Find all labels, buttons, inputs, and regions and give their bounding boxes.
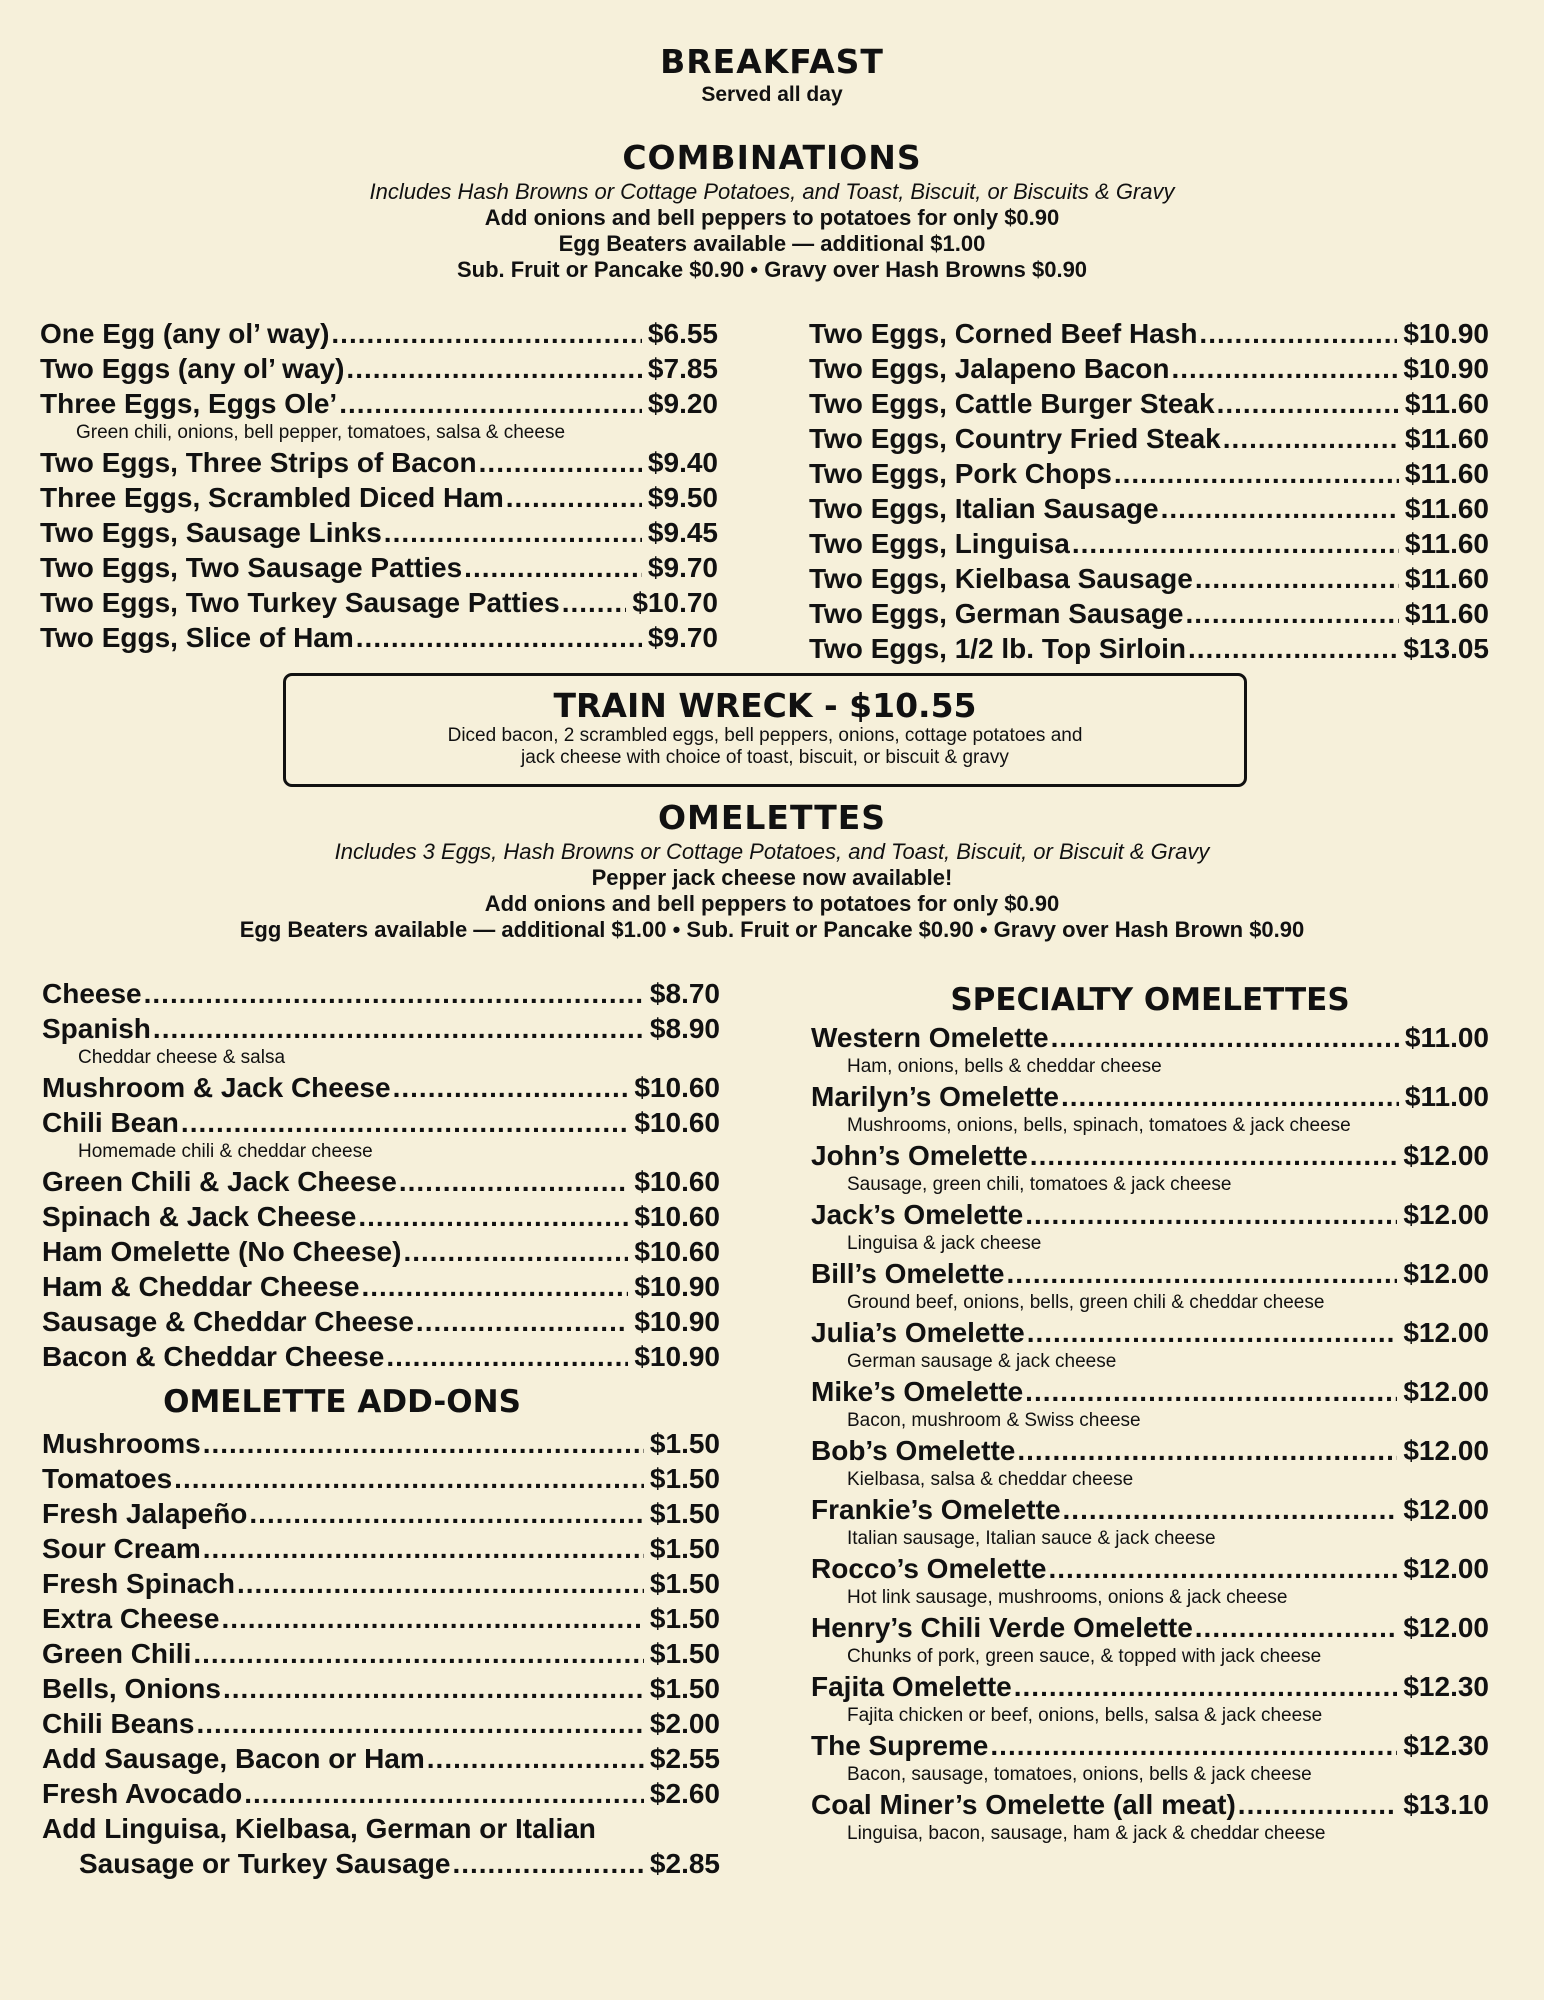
item-name: Mushrooms [42, 1428, 201, 1459]
menu-item [42, 1011, 720, 1046]
item-name: Two Eggs, Two Turkey Sausage Patties [40, 587, 560, 618]
item-price: $9.50 [647, 482, 718, 513]
item-name: Fresh Jalapeño [42, 1498, 248, 1529]
item-name: Two Eggs, Italian Sausage [809, 493, 1159, 524]
item-price: $6.55 [647, 318, 718, 349]
omelettes-list [42, 976, 720, 1881]
menu-item [42, 1070, 720, 1105]
menu-item [40, 550, 718, 585]
menu-item [809, 316, 1489, 351]
item-name: Add Linguisa, Kielbasa, German or Italian [42, 1813, 596, 1844]
combinations-left-list [40, 316, 718, 655]
menu-item [42, 1601, 720, 1636]
addons-heading: OMELETTE ADD-ONS [163, 1384, 521, 1420]
menu-item [809, 386, 1489, 421]
item-name: Chili Beans [42, 1708, 195, 1739]
item-price: $12.00 [1403, 1140, 1489, 1171]
item-price: $8.90 [649, 1013, 720, 1044]
item-name: Cheese [42, 978, 142, 1009]
menu-item [42, 1636, 720, 1671]
item-price: $1.50 [649, 1638, 720, 1669]
item-price: $9.70 [647, 622, 718, 653]
menu-item [811, 1492, 1489, 1527]
item-name: Bacon & Cheddar Cheese [42, 1341, 385, 1372]
item-name: Two Eggs, Corned Beef Hash [809, 318, 1198, 349]
menu-item [42, 1566, 720, 1601]
item-name: Fresh Avocado [42, 1778, 243, 1809]
item-price: $1.50 [649, 1428, 720, 1459]
item-price: $1.50 [649, 1568, 720, 1599]
item-price: $13.05 [1403, 633, 1489, 664]
menu-item [811, 1374, 1489, 1409]
item-price: $11.00 [1404, 1081, 1489, 1112]
menu-item [42, 1234, 720, 1269]
menu-item [42, 1846, 720, 1881]
combinations-note: Egg Beaters available — additional $1.00 [558, 231, 986, 256]
item-name: The Supreme [811, 1730, 989, 1761]
item-description: Homemade chili & cheddar cheese [78, 1141, 373, 1162]
item-price: $8.70 [649, 978, 720, 1009]
menu-item [809, 561, 1489, 596]
item-name: Green Chili & Jack Cheese [42, 1166, 397, 1197]
item-description: Cheddar cheese & salsa [78, 1047, 286, 1068]
item-name: One Egg (any ol’ way) [40, 318, 330, 349]
item-description: Hot link sausage, mushrooms, onions & jack cheese [847, 1587, 1288, 1608]
item-name: Two Eggs (any ol’ way) [40, 353, 345, 384]
menu-item [811, 1787, 1489, 1822]
item-price: $12.00 [1403, 1258, 1489, 1289]
menu-item [811, 1433, 1489, 1468]
item-description: Chunks of pork, green sauce, & topped with jack cheese [847, 1646, 1322, 1667]
menu-item [40, 480, 718, 515]
item-price: $11.60 [1404, 598, 1489, 629]
item-name: Three Eggs, Eggs Ole’ [40, 388, 338, 419]
item-name: Two Eggs, Sausage Links [40, 517, 382, 548]
item-price: $10.60 [634, 1236, 720, 1267]
item-price: $1.50 [649, 1673, 720, 1704]
menu-item [42, 1776, 720, 1811]
omelettes-header [0, 798, 1544, 943]
item-price: $1.50 [649, 1533, 720, 1564]
menu-item [42, 1304, 720, 1339]
item-name: Spanish [42, 1013, 151, 1044]
menu-item [811, 1020, 1489, 1055]
menu-item [40, 620, 718, 655]
item-price: $10.90 [1403, 353, 1489, 384]
item-name: Two Eggs, German Sausage [809, 598, 1184, 629]
item-price: $11.60 [1404, 388, 1489, 419]
item-description: Linguisa & jack cheese [847, 1233, 1042, 1254]
item-name: Fresh Spinach [42, 1568, 235, 1599]
item-description: Ground beef, onions, bells, green chili & cheddar cheese [847, 1292, 1325, 1313]
menu-title: BREAKFAST [660, 42, 884, 81]
menu-item [811, 1551, 1489, 1586]
item-name: Two Eggs, Pork Chops [809, 458, 1112, 489]
combinations-heading: COMBINATIONS [622, 138, 922, 177]
menu-item [40, 316, 718, 351]
item-price: $12.00 [1403, 1553, 1489, 1584]
item-price: $12.30 [1403, 1671, 1489, 1702]
item-price: $7.85 [647, 353, 718, 384]
menu-item [42, 1164, 720, 1199]
item-price: $11.60 [1404, 493, 1489, 524]
train-wreck-title: TRAIN WRECK - $10.55 [553, 686, 977, 725]
item-price: $12.00 [1403, 1494, 1489, 1525]
menu-item [42, 1496, 720, 1531]
item-name: Bells, Onions [42, 1673, 221, 1704]
item-name: Henry’s Chili Verde Omelette [811, 1612, 1193, 1643]
item-name: Ham & Cheddar Cheese [42, 1271, 360, 1302]
menu-item [809, 421, 1489, 456]
item-name: Two Eggs, 1/2 lb. Top Sirloin [809, 633, 1186, 664]
item-price: $11.60 [1404, 458, 1489, 489]
item-price: $9.45 [647, 517, 718, 548]
item-description: German sausage & jack cheese [847, 1351, 1117, 1372]
item-price: $10.90 [634, 1271, 720, 1302]
item-name: Two Eggs, Slice of Ham [40, 622, 354, 653]
omelettes-heading: OMELETTES [657, 798, 887, 837]
menu-item [809, 596, 1489, 631]
item-price: $2.00 [649, 1708, 720, 1739]
item-price: $10.60 [634, 1072, 720, 1103]
item-name: Frankie’s Omelette [811, 1494, 1061, 1525]
item-name: Marilyn’s Omelette [811, 1081, 1059, 1112]
item-name: Julia’s Omelette [811, 1317, 1025, 1348]
menu-item [811, 1669, 1489, 1704]
item-price: $11.00 [1404, 1022, 1489, 1053]
item-name: Two Eggs, Linguisa [809, 528, 1070, 559]
item-name: Western Omelette [811, 1022, 1049, 1053]
menu-item [40, 515, 718, 550]
menu-item [42, 1531, 720, 1566]
item-price: $9.70 [647, 552, 718, 583]
item-name: Two Eggs, Two Sausage Patties [40, 552, 463, 583]
menu-item [42, 1426, 720, 1461]
menu-item [42, 976, 720, 1011]
menu-item [811, 1728, 1489, 1763]
menu-item [42, 1741, 720, 1776]
menu-item [809, 631, 1489, 666]
menu-header [0, 42, 1544, 107]
item-price: $13.10 [1403, 1789, 1489, 1820]
item-name: Two Eggs, Country Fried Steak [809, 423, 1221, 454]
item-price: $12.00 [1403, 1317, 1489, 1348]
item-description: Fajita chicken or beef, onions, bells, salsa & jack cheese [847, 1705, 1323, 1726]
item-price: $10.60 [634, 1201, 720, 1232]
item-price: $10.60 [634, 1166, 720, 1197]
menu-item [40, 585, 718, 620]
item-name: Tomatoes [42, 1463, 173, 1494]
menu-item [40, 351, 718, 386]
menu-item [809, 351, 1489, 386]
item-price: $10.90 [634, 1341, 720, 1372]
item-price: $12.00 [1403, 1612, 1489, 1643]
item-price: $12.00 [1403, 1435, 1489, 1466]
menu-item [42, 1269, 720, 1304]
menu-item [809, 526, 1489, 561]
item-description: Sausage, green chili, tomatoes & jack cheese [847, 1174, 1232, 1195]
item-name: Green Chili [42, 1638, 192, 1669]
item-name: Mike’s Omelette [811, 1376, 1024, 1407]
item-name: Bill’s Omelette [811, 1258, 1005, 1289]
menu-item [42, 1199, 720, 1234]
train-wreck-description: Diced bacon, 2 scrambled eggs, bell peppers, onions, cottage potatoes and [447, 725, 1083, 746]
train-wreck-description: jack cheese with choice of toast, biscuit, or biscuit & gravy [521, 747, 1009, 768]
item-name: Two Eggs, Three Strips of Bacon [40, 447, 477, 478]
item-name: Two Eggs, Cattle Burger Steak [809, 388, 1215, 419]
combinations-right-list [809, 316, 1489, 666]
item-price: $2.55 [649, 1743, 720, 1774]
item-price: $9.20 [647, 388, 718, 419]
menu-item [811, 1138, 1489, 1173]
train-wreck-box [283, 673, 1247, 787]
combinations-header [0, 138, 1544, 283]
item-name: John’s Omelette [811, 1140, 1028, 1171]
combinations-includes: Includes Hash Browns or Cottage Potatoes, and Toast, Biscuit, or Biscuits & Gravy [369, 179, 1175, 204]
item-name: Rocco’s Omelette [811, 1553, 1047, 1584]
item-name: Mushroom & Jack Cheese [42, 1072, 391, 1103]
item-price: $11.60 [1404, 528, 1489, 559]
item-name: Sausage & Cheddar Cheese [42, 1306, 414, 1337]
menu-item [42, 1339, 720, 1374]
item-description: Ham, onions, bells & cheddar cheese [847, 1056, 1162, 1077]
item-price: $12.00 [1403, 1376, 1489, 1407]
item-description: Mushrooms, onions, bells, spinach, tomatoes & jack cheese [847, 1115, 1351, 1136]
item-description: Italian sausage, Italian sauce & jack cheese [847, 1528, 1216, 1549]
item-name: Coal Miner’s Omelette (all meat) [811, 1789, 1236, 1820]
combinations-note: Sub. Fruit or Pancake $0.90 • Gravy over Hash Browns $0.90 [456, 257, 1088, 282]
item-name: Jack’s Omelette [811, 1199, 1024, 1230]
item-description: Bacon, mushroom & Swiss cheese [847, 1410, 1141, 1431]
item-name: Fajita Omelette [811, 1671, 1012, 1702]
item-name: Two Eggs, Kielbasa Sausage [809, 563, 1193, 594]
menu-item [811, 1079, 1489, 1114]
item-name: Chili Bean [42, 1107, 179, 1138]
item-description: Linguisa, bacon, sausage, ham & jack & cheddar cheese [847, 1823, 1326, 1844]
item-description: Kielbasa, salsa & cheddar cheese [847, 1469, 1134, 1490]
menu-item [42, 1671, 720, 1706]
item-name: Add Sausage, Bacon or Ham [42, 1743, 425, 1774]
item-price: $10.60 [634, 1107, 720, 1138]
omelettes-note: Add onions and bell peppers to potatoes for only $0.90 [484, 891, 1060, 916]
menu-item [40, 445, 718, 480]
item-price: $10.90 [634, 1306, 720, 1337]
menu-item [809, 491, 1489, 526]
item-description: Green chili, onions, bell pepper, tomatoes, salsa & cheese [76, 422, 566, 443]
menu-item [809, 456, 1489, 491]
menu-item [811, 1610, 1489, 1645]
item-name: Spinach & Jack Cheese [42, 1201, 357, 1232]
item-price: $11.60 [1404, 563, 1489, 594]
item-name: Extra Cheese [42, 1603, 220, 1634]
menu-item [811, 1197, 1489, 1232]
item-price: $12.30 [1403, 1730, 1489, 1761]
item-name: Three Eggs, Scrambled Diced Ham [40, 482, 504, 513]
item-price: $2.60 [649, 1778, 720, 1809]
item-description: Bacon, sausage, tomatoes, onions, bells & jack cheese [847, 1764, 1312, 1785]
menu-item [42, 1461, 720, 1496]
item-name: Sour Cream [42, 1533, 201, 1564]
specialty-omelettes-list [811, 982, 1489, 1846]
omelettes-includes: Includes 3 Eggs, Hash Browns or Cottage Potatoes, and Toast, Biscuit, or Biscuit & Gravy [334, 839, 1210, 864]
menu-item [40, 386, 718, 421]
item-name: Ham Omelette (No Cheese) [42, 1236, 402, 1267]
omelettes-note: Pepper jack cheese now available! [591, 865, 953, 890]
item-price: $10.90 [1403, 318, 1489, 349]
item-price: $2.85 [649, 1848, 720, 1879]
item-price: $10.70 [632, 587, 718, 618]
specialty-heading: SPECIALTY OMELETTES [950, 982, 1350, 1018]
menu-item [42, 1811, 720, 1846]
menu-item [42, 1105, 720, 1140]
omelettes-note: Egg Beaters available — additional $1.00 • Sub. Fruit or Pancake $0.90 • Gravy over Hash Brown $0.90 [239, 917, 1305, 942]
item-name: Sausage or Turkey Sausage [79, 1848, 451, 1879]
item-name: Bob’s Omelette [811, 1435, 1016, 1466]
item-price: $11.60 [1404, 423, 1489, 454]
item-price: $1.50 [649, 1498, 720, 1529]
item-price: $12.00 [1403, 1199, 1489, 1230]
item-price: $9.40 [647, 447, 718, 478]
item-price: $1.50 [649, 1463, 720, 1494]
item-name: Two Eggs, Jalapeno Bacon [809, 353, 1170, 384]
combinations-note: Add onions and bell peppers to potatoes for only $0.90 [484, 205, 1060, 230]
item-price: $1.50 [649, 1603, 720, 1634]
menu-item [811, 1256, 1489, 1291]
menu-subtitle: Served all day [701, 83, 843, 106]
menu-item [811, 1315, 1489, 1350]
menu-item [42, 1706, 720, 1741]
